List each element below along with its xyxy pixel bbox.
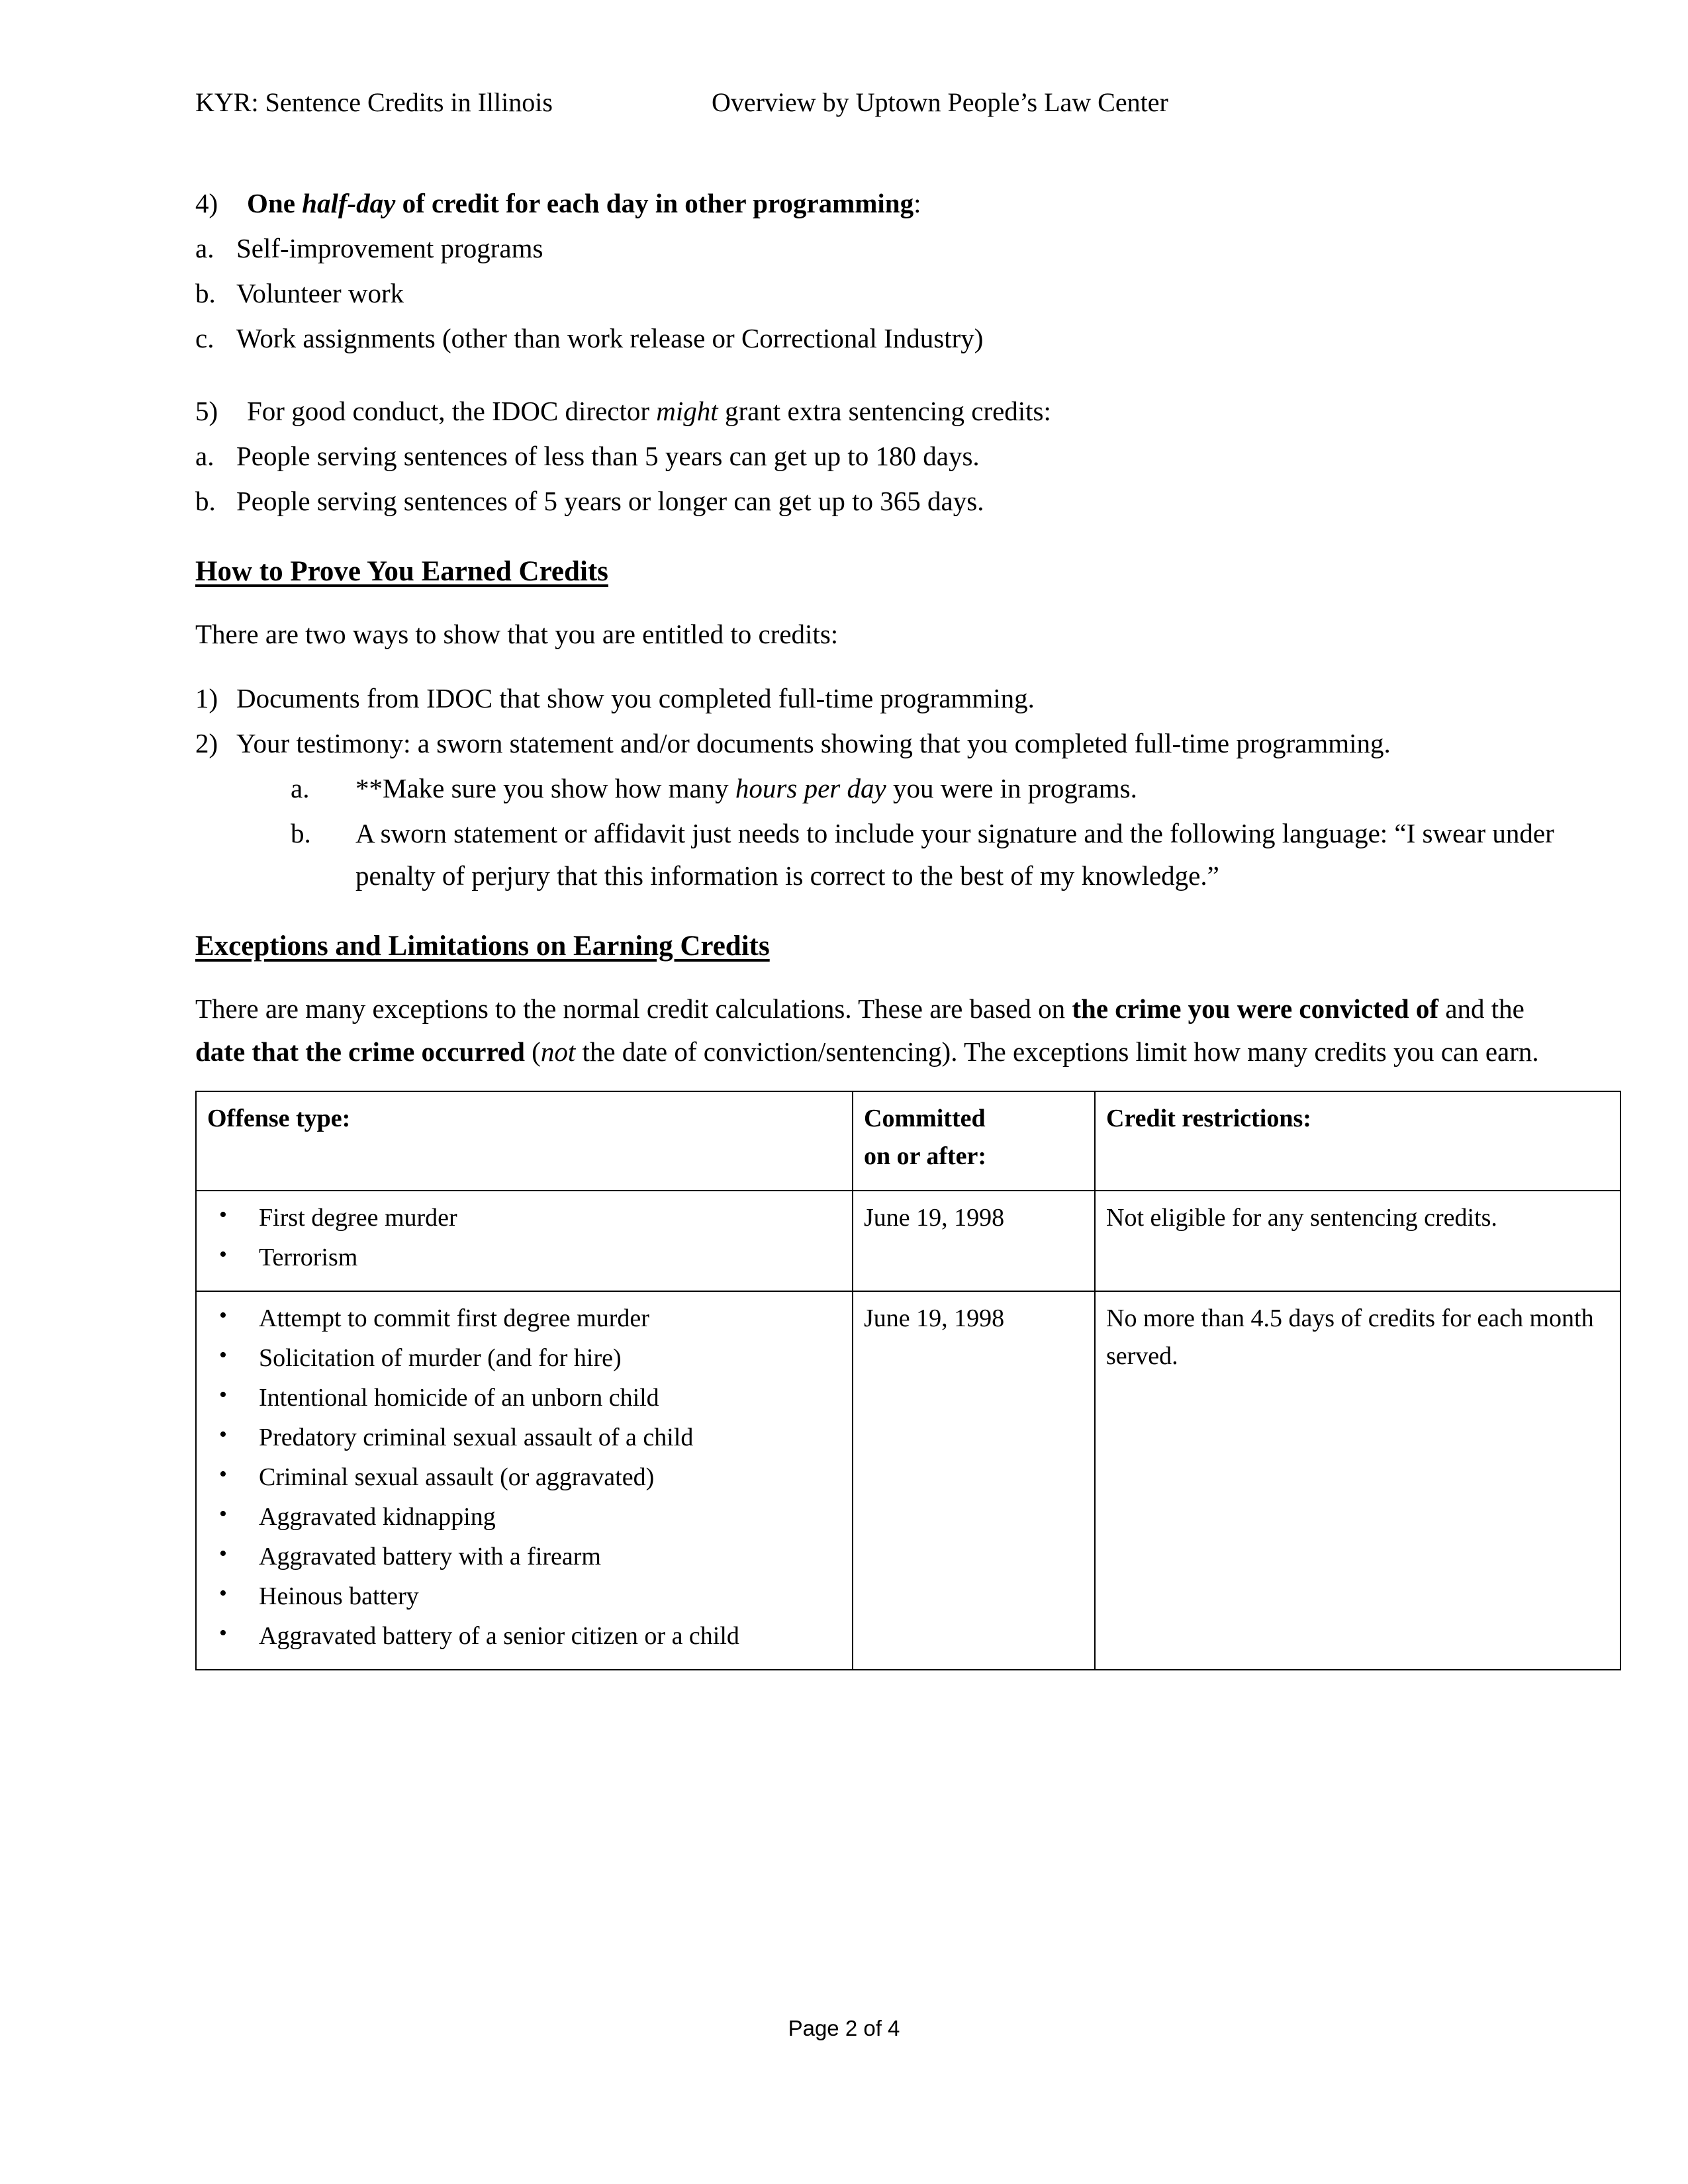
item4-colon: : xyxy=(914,188,921,218)
list-item xyxy=(195,678,1556,720)
exceptions-text-2: and the xyxy=(1438,993,1524,1024)
page-number-label: Page 2 of 4 xyxy=(788,2016,900,2040)
exceptions-text-4: the date of conviction/sentencing). The exceptions limit how many credits you can earn. xyxy=(575,1036,1539,1067)
list-item-4 xyxy=(195,183,1556,225)
cell-committed-date: June 19, 1998 xyxy=(853,1191,1095,1291)
table-header-row xyxy=(196,1091,1620,1191)
list-item: • Aggravated battery of a senior citizen or a child xyxy=(207,1617,841,1655)
table-row xyxy=(196,1291,1620,1670)
prove-sub-a-pre: **Make sure you show how many xyxy=(355,773,735,804)
list-item-label: Work assignments (other than work release or Correctional Industry) xyxy=(236,322,984,353)
list-marker: b. xyxy=(291,818,311,849)
prove-numbered-list xyxy=(195,678,1556,765)
list-marker: a. xyxy=(195,232,214,263)
cell-offense-type xyxy=(196,1191,853,1291)
section-heading-exceptions xyxy=(195,928,1556,965)
exceptions-bold-2: date that the crime occurred xyxy=(195,1036,525,1067)
list-item: • Criminal sexual assault (or aggravated) xyxy=(207,1459,841,1496)
header-title-left: KYR: Sentence Credits in Illinois xyxy=(195,87,553,117)
page-content xyxy=(195,86,1594,1670)
list-item xyxy=(195,273,1556,315)
list-item xyxy=(195,480,1556,523)
exceptions-text-1: There are many exceptions to the normal credit calculations. These are based on xyxy=(195,993,1072,1024)
offense-restrictions-table xyxy=(195,1091,1621,1670)
list-marker: a. xyxy=(291,773,310,804)
list-item xyxy=(195,318,1556,360)
list-marker: b. xyxy=(195,485,216,516)
item5-text-pre: For good conduct, the IDOC director xyxy=(247,395,657,426)
list-item xyxy=(291,768,1556,810)
section-heading-text: How to Prove You Earned Credits xyxy=(195,555,608,587)
offense-bullet-list xyxy=(207,1300,841,1655)
list-marker: 4) xyxy=(195,188,218,218)
cell-credit-restriction: Not eligible for any sentencing credits. xyxy=(1095,1191,1620,1291)
cell-offense-type xyxy=(196,1291,853,1670)
exceptions-text-3: ( xyxy=(524,1036,541,1067)
prove-intro-paragraph: There are two ways to show that you are entitled to credits: xyxy=(195,618,839,649)
item4-text-pre: One xyxy=(247,188,303,218)
list-marker: 2) xyxy=(195,728,218,759)
column-header-credit-restrictions: Credit restrictions: xyxy=(1095,1091,1620,1191)
list-item-5 xyxy=(195,390,1556,433)
list-marker: c. xyxy=(195,322,214,353)
column-header-offense-type: Offense type: xyxy=(196,1091,853,1191)
prove-sub-a-italic: hours per day xyxy=(735,773,886,804)
spacer xyxy=(195,363,1556,390)
list-item-label: People serving sentences of 5 years or longer can get up to 365 days. xyxy=(236,485,984,516)
table-row xyxy=(196,1191,1620,1291)
prove-sub-list xyxy=(195,768,1556,897)
prove-sub-a-post: you were in programs. xyxy=(886,773,1137,804)
section-heading-text: Exceptions and Limitations on Earning Credits xyxy=(195,931,770,962)
list-item xyxy=(195,435,1556,478)
column-header-line-2: on or after: xyxy=(864,1142,987,1170)
cell-committed-date: June 19, 1998 xyxy=(853,1291,1095,1670)
list-marker: a. xyxy=(195,440,214,471)
list-marker: b. xyxy=(195,277,216,308)
list-item: • Terrorism xyxy=(207,1239,841,1277)
list-item xyxy=(291,813,1556,897)
list-item: • Aggravated battery with a firearm xyxy=(207,1538,841,1576)
list-item: • Solicitation of murder (and for hire) xyxy=(207,1340,841,1377)
section-heading-prove xyxy=(195,553,1556,590)
list-item: • Intentional homicide of an unborn child xyxy=(207,1379,841,1417)
list-item-label: A sworn statement or affidavit just needs to include your signature and the following language: “I swear under penalty of perjury that this information is correct to the best of my knowledge.” xyxy=(355,818,1554,891)
list-item xyxy=(195,183,1556,225)
column-header-committed-on-or-after xyxy=(853,1091,1095,1191)
list-item-label: Volunteer work xyxy=(236,277,404,308)
exceptions-bold-1: the crime you were convicted of xyxy=(1072,993,1439,1024)
list-item-4-subitems xyxy=(195,228,1556,360)
list-item: • Attempt to commit first degree murder xyxy=(207,1300,841,1338)
running-header xyxy=(195,86,1556,119)
list-marker: 5) xyxy=(195,395,218,426)
exceptions-paragraph xyxy=(195,987,1556,1073)
column-header-line-1: Committed xyxy=(864,1104,986,1132)
page-footer xyxy=(0,2016,1688,2041)
list-item: • First degree murder xyxy=(207,1199,841,1237)
item4-text-post: of credit for each day in other programming xyxy=(395,188,914,218)
list-item: • Predatory criminal sexual assault of a child xyxy=(207,1419,841,1457)
item5-text-italic: might xyxy=(656,395,718,426)
list-item xyxy=(195,390,1556,433)
offense-bullet-list xyxy=(207,1199,841,1277)
list-item-label: Your testimony: a sworn statement and/or documents showing that you completed full-time programming. xyxy=(236,728,1391,759)
list-item-label: Documents from IDOC that show you completed full-time programming. xyxy=(236,683,1035,714)
list-item xyxy=(195,723,1556,765)
list-item-5-subitems xyxy=(195,435,1556,523)
list-item: • Heinous battery xyxy=(207,1578,841,1615)
list-item xyxy=(195,228,1556,270)
list-item: • Aggravated kidnapping xyxy=(207,1498,841,1536)
item5-text-post: grant extra sentencing credits: xyxy=(718,395,1051,426)
list-marker: 1) xyxy=(195,683,218,714)
header-title-right: Overview by Uptown People’s Law Center xyxy=(711,87,1168,117)
list-item-label: Self-improvement programs xyxy=(236,232,543,263)
item4-text-italic: half-day xyxy=(302,188,396,218)
cell-credit-restriction: No more than 4.5 days of credits for each month served. xyxy=(1095,1291,1620,1670)
list-item-label: People serving sentences of less than 5 years can get up to 180 days. xyxy=(236,440,980,471)
exceptions-italic: not xyxy=(540,1036,576,1067)
